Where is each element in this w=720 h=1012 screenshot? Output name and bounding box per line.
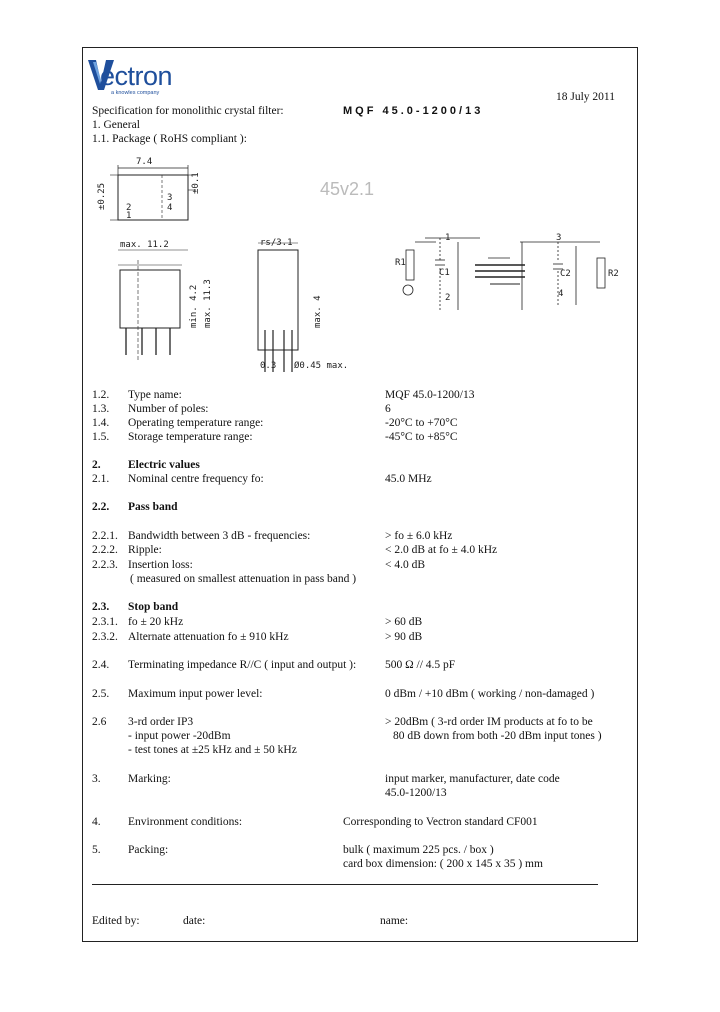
spec-label: Specification for monolithic crystal filter: [92,105,284,117]
circuit-pin-2: 2 [445,293,451,303]
pin-1-label: 1 [126,211,132,221]
row-number: 2.3.2. [92,631,118,643]
dim-0-3: 0.3 [260,361,277,371]
row-label: Ripple: [128,544,162,556]
row-number: 2.2.1. [92,530,118,542]
row-number: 2.5. [92,688,110,700]
logo-subtitle: a knowles company [111,90,160,96]
circuit-pin-3: 3 [556,233,562,243]
row-number: 1.4. [92,417,110,429]
row-number: 4. [92,816,101,828]
section-package: 1.1. Package ( RoHS compliant ): [92,133,247,145]
section-general: 1. General [92,119,140,131]
pin-4-label: 4 [167,203,173,213]
row-label: Terminating impedance R//C ( input and output ): [128,659,357,671]
dim-max-4: max. 4 [313,295,323,328]
row-label: ( measured on smallest attenuation in pass band ) [130,573,357,585]
circuit-pin-1: 1 [445,233,451,243]
dim-max-11-3: max. 11.3 [203,279,213,328]
row-label: Environment conditions: [128,816,243,828]
row-number: 5. [92,844,101,856]
row-value: -45°C to +85°C [385,431,458,443]
row-number: 2.2.2. [92,544,118,556]
row-label: Alternate attenuation fo ± 910 kHz [128,631,289,643]
circuit-pin-4: 4 [558,289,564,299]
row-value: < 2.0 dB at fo ± 4.0 kHz [385,544,498,556]
row-value: 45.0 MHz [385,473,432,485]
r2-label: R2 [608,269,619,279]
dim-7-4: 7.4 [136,157,153,167]
row-label: Storage temperature range: [128,431,253,443]
row-label: Marking: [128,773,171,785]
row-value: Corresponding to Vectron standard CF001 [343,816,538,828]
row-number: 2.3. [92,601,110,613]
footer-edited-by: Edited by: [92,915,140,927]
row-value: 80 dB down from both -20 dBm input tones ) [393,730,602,742]
row-value: -20°C to +70°C [385,417,458,429]
row-label: Electric values [128,459,200,471]
spec-model: MQF 45.0-1200/13 [343,105,484,117]
circuit-right [520,230,620,320]
row-label: Packing: [128,844,169,856]
row-value: < 4.0 dB [385,559,426,571]
package-drawing [90,150,540,380]
dim-rs: rs/3.1 [260,238,293,248]
row-number: 2.6 [92,716,107,728]
pin-2-label: 2 [126,203,132,213]
r1-label: R1 [395,258,406,268]
row-label: Insertion loss: [128,559,193,571]
dim-max-11-2: max. 11.2 [120,240,169,250]
row-number: 2.1. [92,473,110,485]
row-label: Maximum input power level: [128,688,263,700]
row-value: 500 Ω // 4.5 pF [385,659,456,671]
row-value: 45.0-1200/13 [385,787,447,799]
row-value: > 20dBm ( 3-rd order IM products at fo to be [385,716,593,728]
row-number: 2.4. [92,659,110,671]
row-label: 3-rd order IP3 [128,716,194,728]
document-date: 18 July 2011 [556,91,615,103]
row-value: MQF 45.0-1200/13 [385,389,475,401]
row-value: 6 [385,403,391,415]
dim-diameter: Ø0.45 max. [294,361,349,371]
dim-01: ±0.1 [191,172,201,194]
row-number: 1.5. [92,431,110,443]
logo-text: ectron [100,61,173,91]
pin-3-label: 3 [167,193,173,203]
footer-date: date: [183,915,206,927]
row-label: - input power -20dBm [128,730,231,742]
row-label: Bandwidth between 3 dB - frequencies: [128,530,311,542]
row-number: 1.3. [92,403,110,415]
row-value: card box dimension: ( 200 x 145 x 35 ) mm [343,858,543,870]
dim-min-4-2: min. 4.2 [189,284,199,328]
footer-name: name: [380,915,409,927]
row-number: 3. [92,773,101,785]
row-number: 2.2.3. [92,559,118,571]
row-label: Type name: [128,389,182,401]
c1-label: C1 [439,268,450,278]
row-label: fo ± 20 kHz [128,616,184,628]
row-value: 0 dBm / +10 dBm ( working / non-damaged ) [385,688,595,700]
row-value: > 60 dB [385,616,423,628]
row-number: 2. [92,459,101,471]
row-value: bulk ( maximum 225 pcs. / box ) [343,844,494,856]
row-label: Operating temperature range: [128,417,264,429]
marking-image: 45v2.1 [320,179,375,199]
row-number: 2.2. [92,501,110,513]
dim-025: ±0.25 [97,182,107,210]
row-number: 2.3.1. [92,616,118,628]
row-label: Number of poles: [128,403,209,415]
row-label: Pass band [128,501,178,513]
divider [92,884,598,885]
row-label: - test tones at ±25 kHz and ± 50 kHz [128,744,297,756]
row-label: Nominal centre frequency fo: [128,473,264,485]
c2-label: C2 [560,269,571,279]
row-value: > fo ± 6.0 kHz [385,530,453,542]
row-number: 1.2. [92,389,110,401]
row-label: Stop band [128,601,179,613]
row-value: input marker, manufacturer, date code [385,773,560,785]
row-value: > 90 dB [385,631,423,643]
